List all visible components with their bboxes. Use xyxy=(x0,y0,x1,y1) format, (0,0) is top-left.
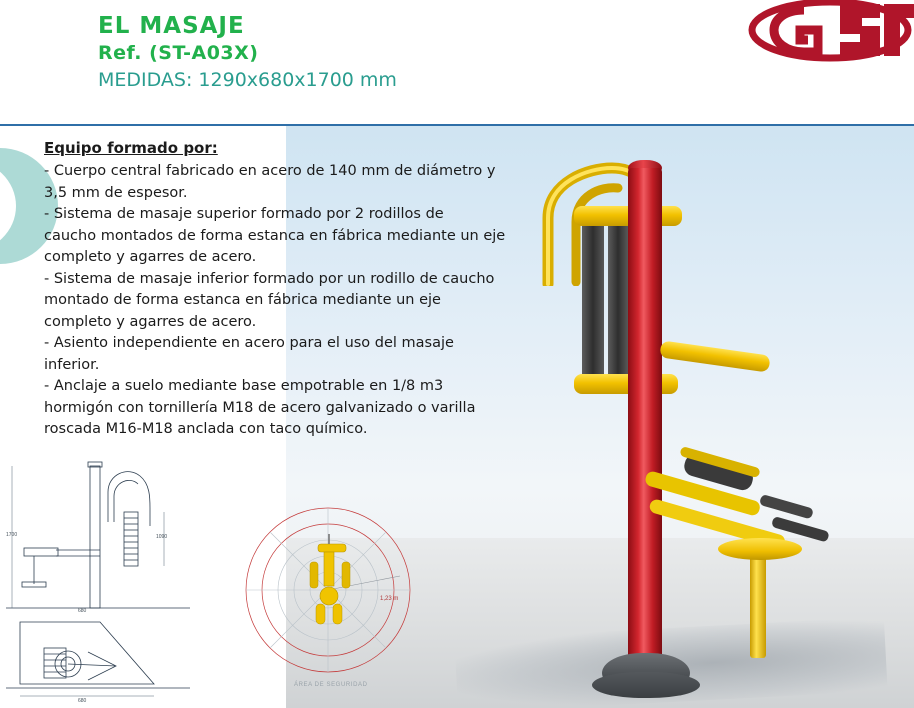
product-measures: MEDIDAS: 1290x680x1700 mm xyxy=(98,69,397,91)
page-header xyxy=(0,0,914,118)
dim-height: 1700 xyxy=(6,532,18,538)
logo-icon xyxy=(744,0,914,78)
technical-drawings xyxy=(0,444,399,708)
description-line-8: - Asiento independiente en acero para el uso del masaje xyxy=(44,335,454,351)
safety-area-drawing xyxy=(232,504,452,704)
description-line-1: 3,5 mm de espesor. xyxy=(44,184,188,201)
title-block xyxy=(98,12,698,94)
description-line-10: - Anclaje a suelo mediante base empotrable en 1/8 m3 xyxy=(44,378,444,394)
product-reference: Ref. (ST-A03X) xyxy=(98,42,259,64)
safety-area-label: ÁREA DE SEGURIDAD xyxy=(294,682,368,688)
safety-area-svg xyxy=(232,504,452,704)
description-heading: Equipo formado por: xyxy=(44,139,218,157)
description-line-11: hormigón con tornillería M18 de acero galvanizado o varilla xyxy=(44,399,476,416)
elevation-drawing xyxy=(4,452,194,702)
mast-base-foot xyxy=(592,672,700,698)
upper-roller-right xyxy=(608,212,628,384)
upper-bracket-bottom xyxy=(574,374,678,394)
dim-depth: 680 xyxy=(78,698,87,704)
description-line-7: completo y agarres de acero. xyxy=(44,313,257,330)
description-line-4: completo y agarres de acero. xyxy=(44,249,257,265)
description-line-5: - Sistema de masaje inferior formado por un rodillo de caucho xyxy=(44,270,495,287)
safety-radius-label: 1,23 m xyxy=(380,596,399,602)
elevation-drawing-svg xyxy=(4,452,194,702)
seat xyxy=(718,538,802,560)
central-mast xyxy=(628,168,662,668)
description-line-9: inferior. xyxy=(44,356,100,373)
company-logo xyxy=(744,0,914,78)
side-arm xyxy=(659,340,770,372)
seat-post xyxy=(750,554,766,658)
page-title: EL MASAJE xyxy=(98,13,245,39)
description-block xyxy=(44,138,564,441)
dim-width: 680 xyxy=(78,608,87,614)
description-line-3: caucho montados de forma estanca en fábrica mediante un eje xyxy=(44,227,506,244)
description-line-6: montado de forma estanca en fábrica mediante un eje xyxy=(44,292,441,308)
description-line-12: roscada M16-M18 anclada con taco químico. xyxy=(44,421,368,437)
description-line-2: - Sistema de masaje superior formado por 2 rodillos de xyxy=(44,206,444,222)
dim-mid: 1090 xyxy=(156,534,168,540)
upper-roller-left xyxy=(582,216,604,392)
description-line-0: - Cuerpo central fabricado en acero de 140 mm de diámetro y xyxy=(44,163,496,179)
